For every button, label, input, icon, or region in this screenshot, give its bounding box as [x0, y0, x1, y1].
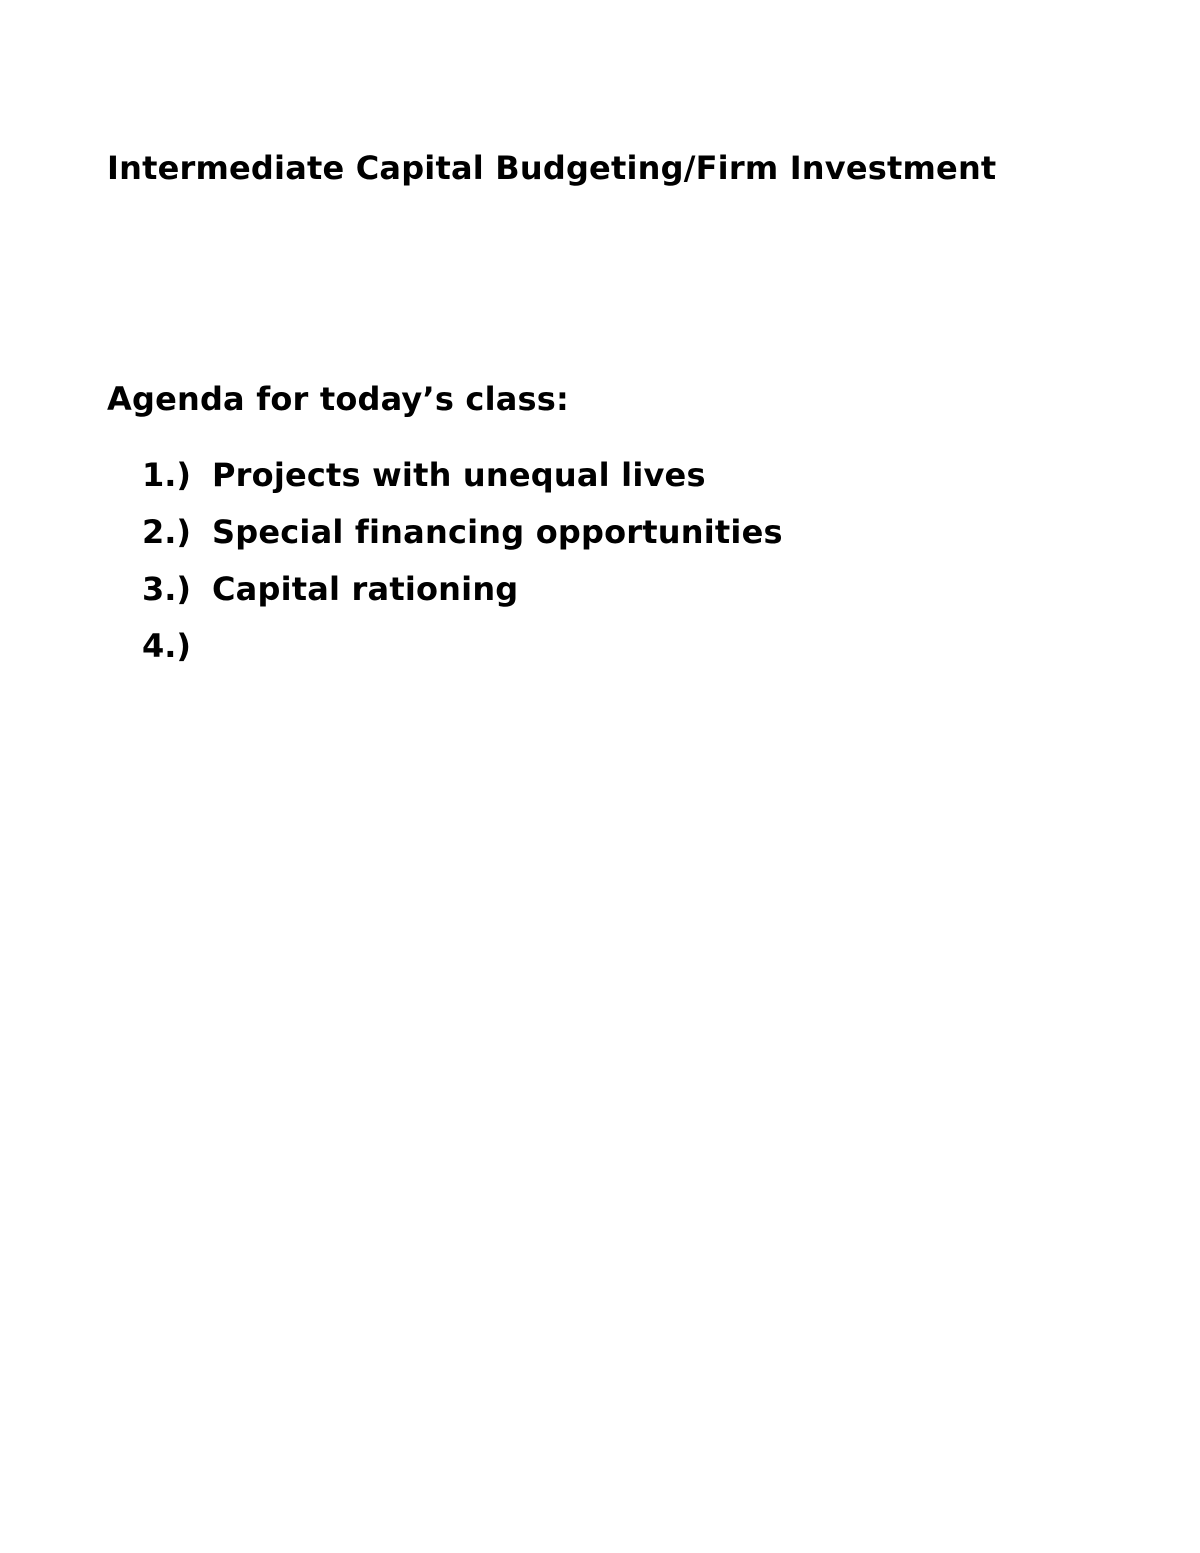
- agenda-item-4: [142, 624, 783, 681]
- agenda-heading: Agenda for today’s class:: [107, 380, 570, 418]
- agenda-item-number: 3.): [142, 570, 192, 608]
- agenda-item-text: Projects with unequal lives: [212, 456, 706, 494]
- agenda-item-2: [142, 510, 783, 567]
- agenda-item-number: 2.): [142, 513, 192, 551]
- agenda-item-1: [142, 453, 783, 510]
- agenda-item-number: 4.): [142, 627, 192, 665]
- page-title: Intermediate Capital Budgeting/Firm Investment: [107, 149, 997, 187]
- agenda-list: [142, 453, 783, 681]
- agenda-item-3: [142, 567, 783, 624]
- agenda-item-text: Special financing opportunities: [212, 513, 783, 551]
- agenda-item-number: 1.): [142, 456, 192, 494]
- agenda-item-text: Capital rationing: [212, 570, 519, 608]
